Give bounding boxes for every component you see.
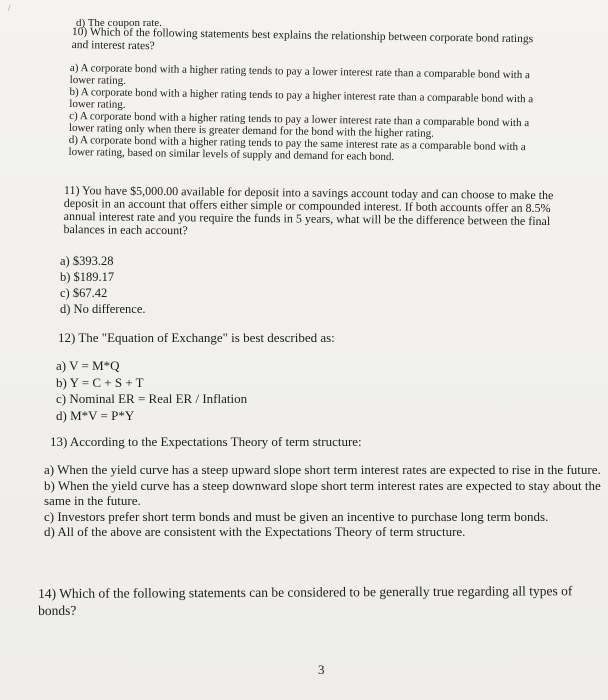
question-14-stem xyxy=(38,582,608,619)
question-13-option-b: b) When the yield curve has a steep downward slope short term interest rates are expected to stay about the same in the future. xyxy=(44,477,601,508)
question-12-text: 12) The "Equation of Exchange" is best described as: xyxy=(58,330,335,345)
question-12-options xyxy=(56,358,316,424)
question-13-options xyxy=(44,462,604,540)
question-13-option-c: c) Investors prefer short term bonds and must be given an incentive to purchase long term bonds. xyxy=(44,508,549,524)
question-14-text: 14) Which of the following statements can be considered to be generally true regarding all types of bonds? xyxy=(38,583,573,618)
question-13-option-d: d) All of the above are consistent with the Expectations Theory of term structure. xyxy=(44,524,466,539)
question-12-stem xyxy=(58,330,558,345)
question-11-option-a: a) $393.28 xyxy=(60,254,114,268)
question-10-option-a: a) A corporate bond with a higher rating tends to pay a lower interest rate than a comparable bond with a lower rating. xyxy=(69,62,530,87)
question-10-options xyxy=(68,63,549,167)
question-13-text: 13) According to the Expectations Theory of term structure: xyxy=(50,434,362,449)
question-13-option-a: a) When the yield curve has a steep upward slope short term interest rates are expected to rise in the future. xyxy=(44,462,601,477)
question-10-option-d: d) A corporate bond with a higher rating tends to pay the same interest rate as a comparable bond with a lower rating, based on similar levels of supply and demand for each bond. xyxy=(68,133,526,163)
question-12-option-c: c) Nominal ER = Real ER / Inflation xyxy=(56,391,248,406)
question-11-option-c: c) $67.42 xyxy=(60,286,108,300)
page-mark: / xyxy=(8,3,11,13)
question-11-option-d: d) No difference. xyxy=(60,302,146,316)
question-10-option-c: c) A corporate bond with a higher rating tends to pay a lower interest rate than a comparable bond with a lower rating only when there is greater demand for the bond with the higher rating. xyxy=(68,109,530,140)
previous-question-fragment: d) The coupon rate. xyxy=(76,17,162,29)
question-11-stem xyxy=(63,184,564,241)
question-11-options xyxy=(60,253,260,317)
question-10-option-b: b) A corporate bond with a higher rating tends to pay a higher interest rate than a comparable bond with a lower rating. xyxy=(69,85,534,111)
question-11-option-b: b) $189.17 xyxy=(60,270,115,284)
question-12-option-b: b) Y = C + S + T xyxy=(56,374,144,390)
question-11-text: 11) You have $5,000.00 available for deposit into a savings account today and can choose to make the deposit in an account that offers either simple or compounded interest. If both accounts offer an 8.5% annual interest rate and you require the funds in 5 years, what will be the difference between the final balances in each account? xyxy=(63,183,554,238)
question-12-option-d: d) M*V = P*Y xyxy=(56,407,135,423)
question-10-text: 10) Which of the following statements best explains the relationship between corporate bond ratings and interest rates? xyxy=(71,26,534,53)
question-12-option-a: a) V = M*Q xyxy=(56,358,120,373)
question-10-stem xyxy=(72,26,542,59)
question-13-stem xyxy=(50,434,590,449)
page-number: 3 xyxy=(318,662,325,677)
